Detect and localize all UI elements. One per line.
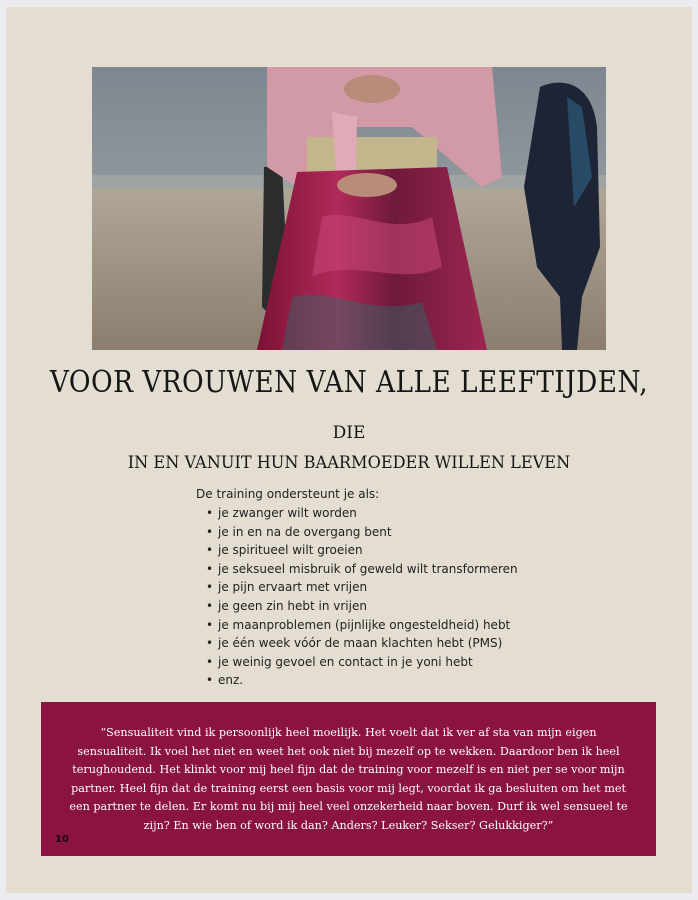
list-item: • je geen zin hebt in vrijen [206,597,518,616]
bullet-icon: • [206,617,214,632]
subtitle-line-2: IN EN VANUIT HUN BAARMOEDER WILLEN LEVEN [127,453,571,473]
page [6,7,692,893]
list-item: • enz. [206,671,518,690]
intro-text: De training ondersteunt je als: [196,487,380,501]
list-item: • je seksueel misbruik of geweld wilt transformeren [206,560,518,579]
list-item: • je maanproblemen (pijnlijke ongesteldheid) hebt [206,616,518,635]
bullet-icon: • [206,543,214,558]
list-item: • je spiritueel wilt groeien [206,541,518,560]
list-item: • je één week vóór de maan klachten hebt (PMS) [206,634,518,653]
bullet-icon: • [206,580,214,595]
bullet-icon: • [206,636,214,651]
list-item: • je pijn ervaart met vrijen [206,578,518,597]
bullet-icon: • [206,598,214,613]
beach-woman-photo [92,67,606,350]
list-item: • je weinig gevoel en contact in je yoni hebt [206,653,518,672]
bullet-icon: • [206,561,214,576]
bullet-icon: • [206,524,214,539]
testimonial-box [41,702,656,856]
hero-photo [92,67,606,350]
page-title: VOOR VROUWEN VAN ALLE LEEFTIJDEN, [49,365,649,400]
benefit-list [206,504,518,690]
testimonial-quote: “Sensualiteit vind ik persoonlijk heel moeilijk. Het voelt dat ik ver af sta van mijn eigen sensualiteit. Ik voel het niet en weet het ook niet bij mezelf op te wekken. Daardoor ben ik heel terughoudend. Het klinkt voor mij heel fijn dat de training voor mezelf is en niet per se voor mijn partner. Heel fijn dat de training eerst een basis voor mij legt, voordat ik ga besluiten om het met een partner te delen. Er komt nu bij mij heel veel onzekerheid naar boven. Durf ik wel sensueel te zijn? En wie ben of word ik dan? Anders? Leuker? Sekser? Gelukkiger?” [69,726,628,832]
bullet-icon: • [206,506,214,520]
list-item: • je zwanger wilt worden [206,504,518,523]
list-item: • je in en na de overgang bent [206,523,518,542]
subtitle-line-1: DIE [332,423,366,443]
page-number: 10 [55,834,69,845]
bullet-icon: • [206,673,214,688]
bullet-icon: • [206,654,214,669]
